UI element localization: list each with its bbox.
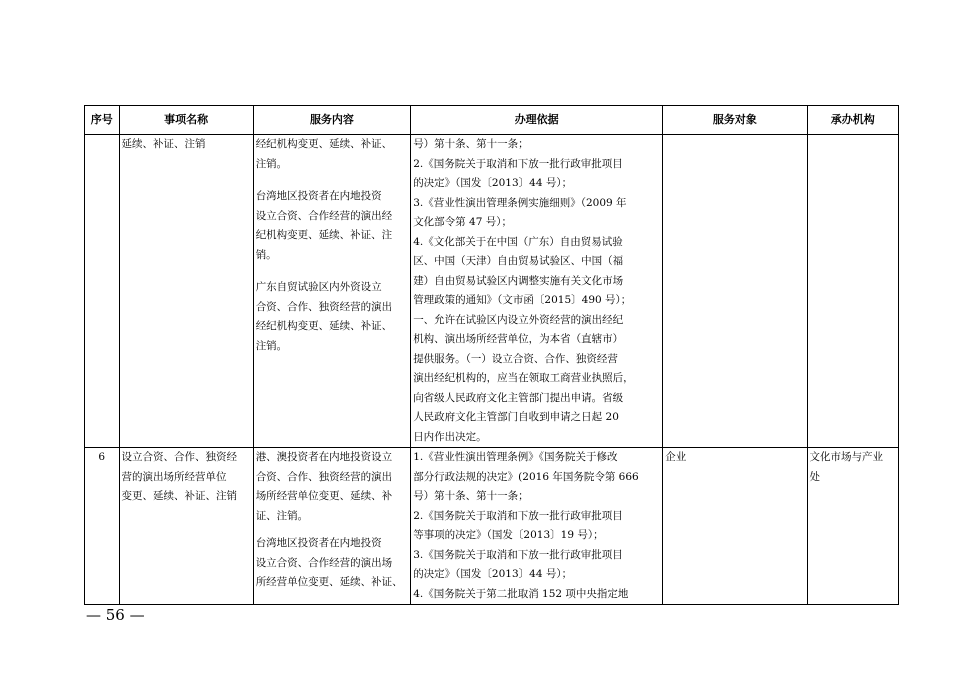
header-handling-org: 承办机构 (807, 106, 899, 135)
header-service-content: 服务内容 (253, 106, 411, 135)
handling-org-cell: 文化市场与产业 处 (807, 448, 899, 605)
service-content-paragraph: 台湾地区投资者在内地投资 设立合资、合作经营的演出场 所经营单位变更、延续、补证、 (255, 537, 403, 588)
handling-org-cell (807, 135, 899, 448)
service-items-table (84, 105, 899, 605)
row-number-cell: 6 (85, 448, 120, 605)
item-name-cell: 延续、补证、注销 (119, 135, 253, 448)
header-item-name: 事项名称 (119, 106, 253, 135)
header-legal-basis: 办理依据 (411, 106, 663, 135)
service-object-cell (663, 135, 807, 448)
service-content-paragraph: 港、澳投资者在内地投资设立 合资、合作、独资经营的演出 场所经营单位变更、延续、补 证、注销。 (255, 451, 393, 522)
item-name-cell: 设立合资、合作、独资经 营的演出场所经营单位 变更、延续、补证、注销 (119, 448, 253, 605)
table-row (85, 135, 899, 448)
legal-basis-cell: 1.《营业性演出管理条例》《国务院关于修改 部分行政法规的决定》(2016 年国务院令第 666 号）第十条、第十一条； 2.《国务院关于取消和下放一批行政审批项目 等事项的决定》（国发〔2013〕19 号）； 3.《国务院关于取消和下放一批行政审批项目 的决定》（国发〔2013〕44 号）； 4.《国务院关于第二批取消 152 项中央指定地 (411, 448, 663, 605)
header-service-object: 服务对象 (663, 106, 807, 135)
service-object-cell: 企业 (663, 448, 807, 605)
table-header-row (85, 106, 899, 135)
service-content-cell (253, 135, 411, 448)
legal-basis-cell: 号）第十条、第十一条； 2.《国务院关于取消和下放一批行政审批项目 的决定》（国发〔2013〕44 号）； 3.《营业性演出管理条例实施细则》（2009 年 文化部令第 47 号）； 4.《文化部关于在中国（广东）自由贸易试验 区、中国（天津）自由贸易试验区、中国（福 建）自由贸易试验区内调整实施有关文化市场 管理政策的通知》（文市函〔2015〕490 号）； 一、允许在试验区内设立外资经营的演出经纪 机构、演出场所经营单位，为本省（直辖市） 提供服务。（一）设立合资、合作、独资经营 演出经纪机构的，应当在领取工商营业执照后， 向省级人民政府文化主管部门提出申请。省级 人民政府文化主管部门自收到申请之日起 20 日内作出决定。 (411, 135, 663, 448)
page-number: — 56 — (86, 606, 145, 624)
service-content-paragraph: 经纪机构变更、延续、补证、 注销。 (255, 138, 393, 170)
row-number-cell (85, 135, 120, 448)
service-content-paragraph: 台湾地区投资者在内地投资 设立合资、合作经营的演出经 纪机构变更、延续、补证、注 销。 (255, 190, 393, 261)
table-row (85, 448, 899, 605)
header-number: 序号 (85, 106, 120, 135)
service-content-paragraph: 广东自贸试验区内外资设立 合资、合作、独资经营的演出 经纪机构变更、延续、补证、 注销。 (255, 281, 393, 352)
service-content-cell (253, 448, 411, 605)
